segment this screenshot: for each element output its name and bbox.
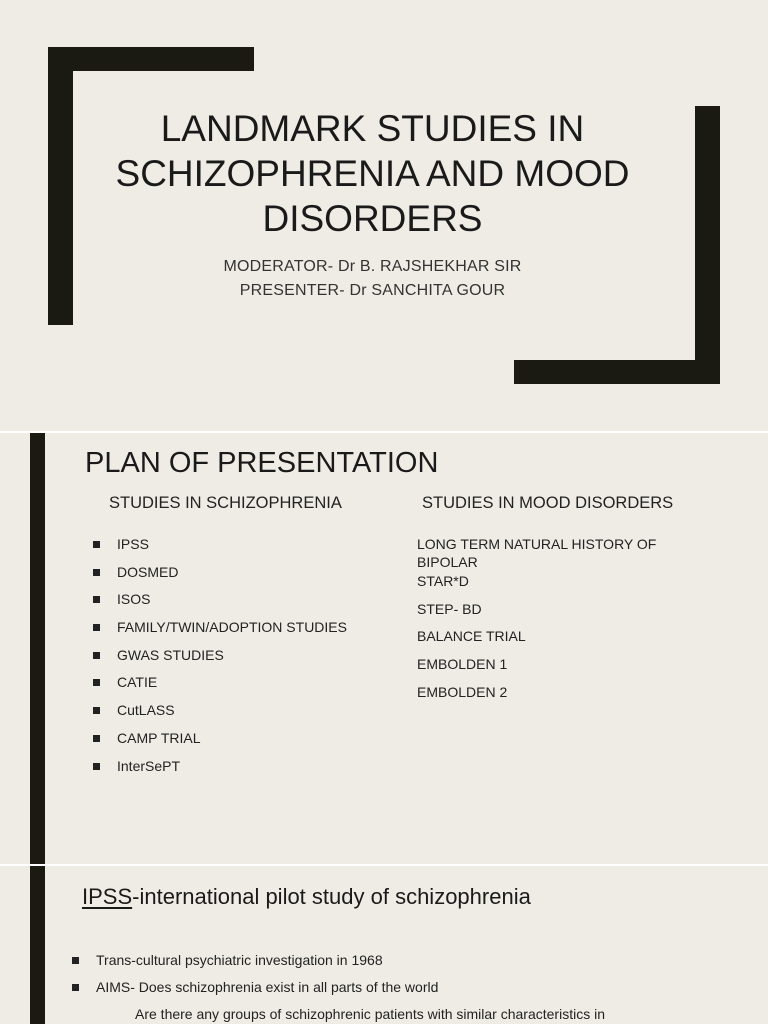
ipss-heading-acronym: IPSS: [82, 884, 133, 909]
mood-disorders-column-heading: STUDIES IN MOOD DISORDERS: [422, 494, 674, 512]
frame-bottom-right-vertical: [695, 106, 720, 384]
ipss-slide: [0, 866, 768, 1024]
list-item: STAR*D: [417, 573, 469, 589]
ipss-continuation-text: Are there any groups of schizophrenic patients with similar characteristics in: [135, 1006, 605, 1022]
list-item: GWAS STUDIES: [93, 646, 347, 674]
plan-heading: PLAN OF PRESENTATION: [85, 447, 439, 479]
list-item: Trans-cultural psychiatric investigation in 1968: [72, 951, 438, 978]
list-item: DOSMED: [93, 563, 347, 591]
left-accent-bar: [30, 866, 45, 1024]
list-item: CATIE: [93, 673, 347, 701]
list-item: FAMILY/TWIN/ADOPTION STUDIES: [93, 618, 347, 646]
schizophrenia-studies-list: [93, 535, 347, 784]
list-item: BALANCE TRIAL: [417, 628, 526, 645]
ipss-heading-rest: -international pilot study of schizophrenia: [132, 884, 531, 909]
list-item: InterSePT: [93, 757, 347, 785]
slide-title: [100, 106, 645, 241]
frame-top-left-horizontal: [48, 47, 254, 71]
list-item: LONG TERM NATURAL HISTORY OF BIPOLAR: [417, 536, 657, 570]
list-item: EMBOLDEN 2: [417, 683, 508, 700]
left-accent-bar: [30, 433, 45, 864]
ipss-bullet-list: [72, 951, 438, 1005]
list-item: IPSS: [93, 535, 347, 563]
ipss-heading: [82, 884, 531, 910]
presenter-line: PRESENTER- Dr SANCHITA GOUR: [239, 282, 506, 299]
plan-slide: [0, 433, 768, 864]
schizophrenia-column-heading: STUDIES IN SCHIZOPHRENIA: [109, 494, 342, 512]
list-item: CutLASS: [93, 701, 347, 729]
mood-disorders-studies-list: [417, 535, 662, 710]
list-item: ISOS: [93, 590, 347, 618]
title-line: SCHIZOPHRENIA AND MOOD: [115, 153, 630, 194]
list-item: CAMP TRIAL: [93, 729, 347, 757]
title-slide: [0, 0, 768, 431]
list-item: EMBOLDEN 1: [417, 656, 508, 673]
slide-subtitle: [150, 255, 595, 303]
list-item: STEP- BD: [417, 600, 482, 617]
frame-top-left-vertical: [48, 47, 73, 325]
title-line: DISORDERS: [262, 198, 483, 239]
title-line: LANDMARK STUDIES IN: [160, 108, 585, 149]
moderator-line: MODERATOR- Dr B. RAJSHEKHAR SIR: [223, 258, 522, 275]
list-item: AIMS- Does schizophrenia exist in all parts of the world: [72, 978, 438, 1005]
frame-bottom-right-horizontal: [514, 360, 720, 384]
